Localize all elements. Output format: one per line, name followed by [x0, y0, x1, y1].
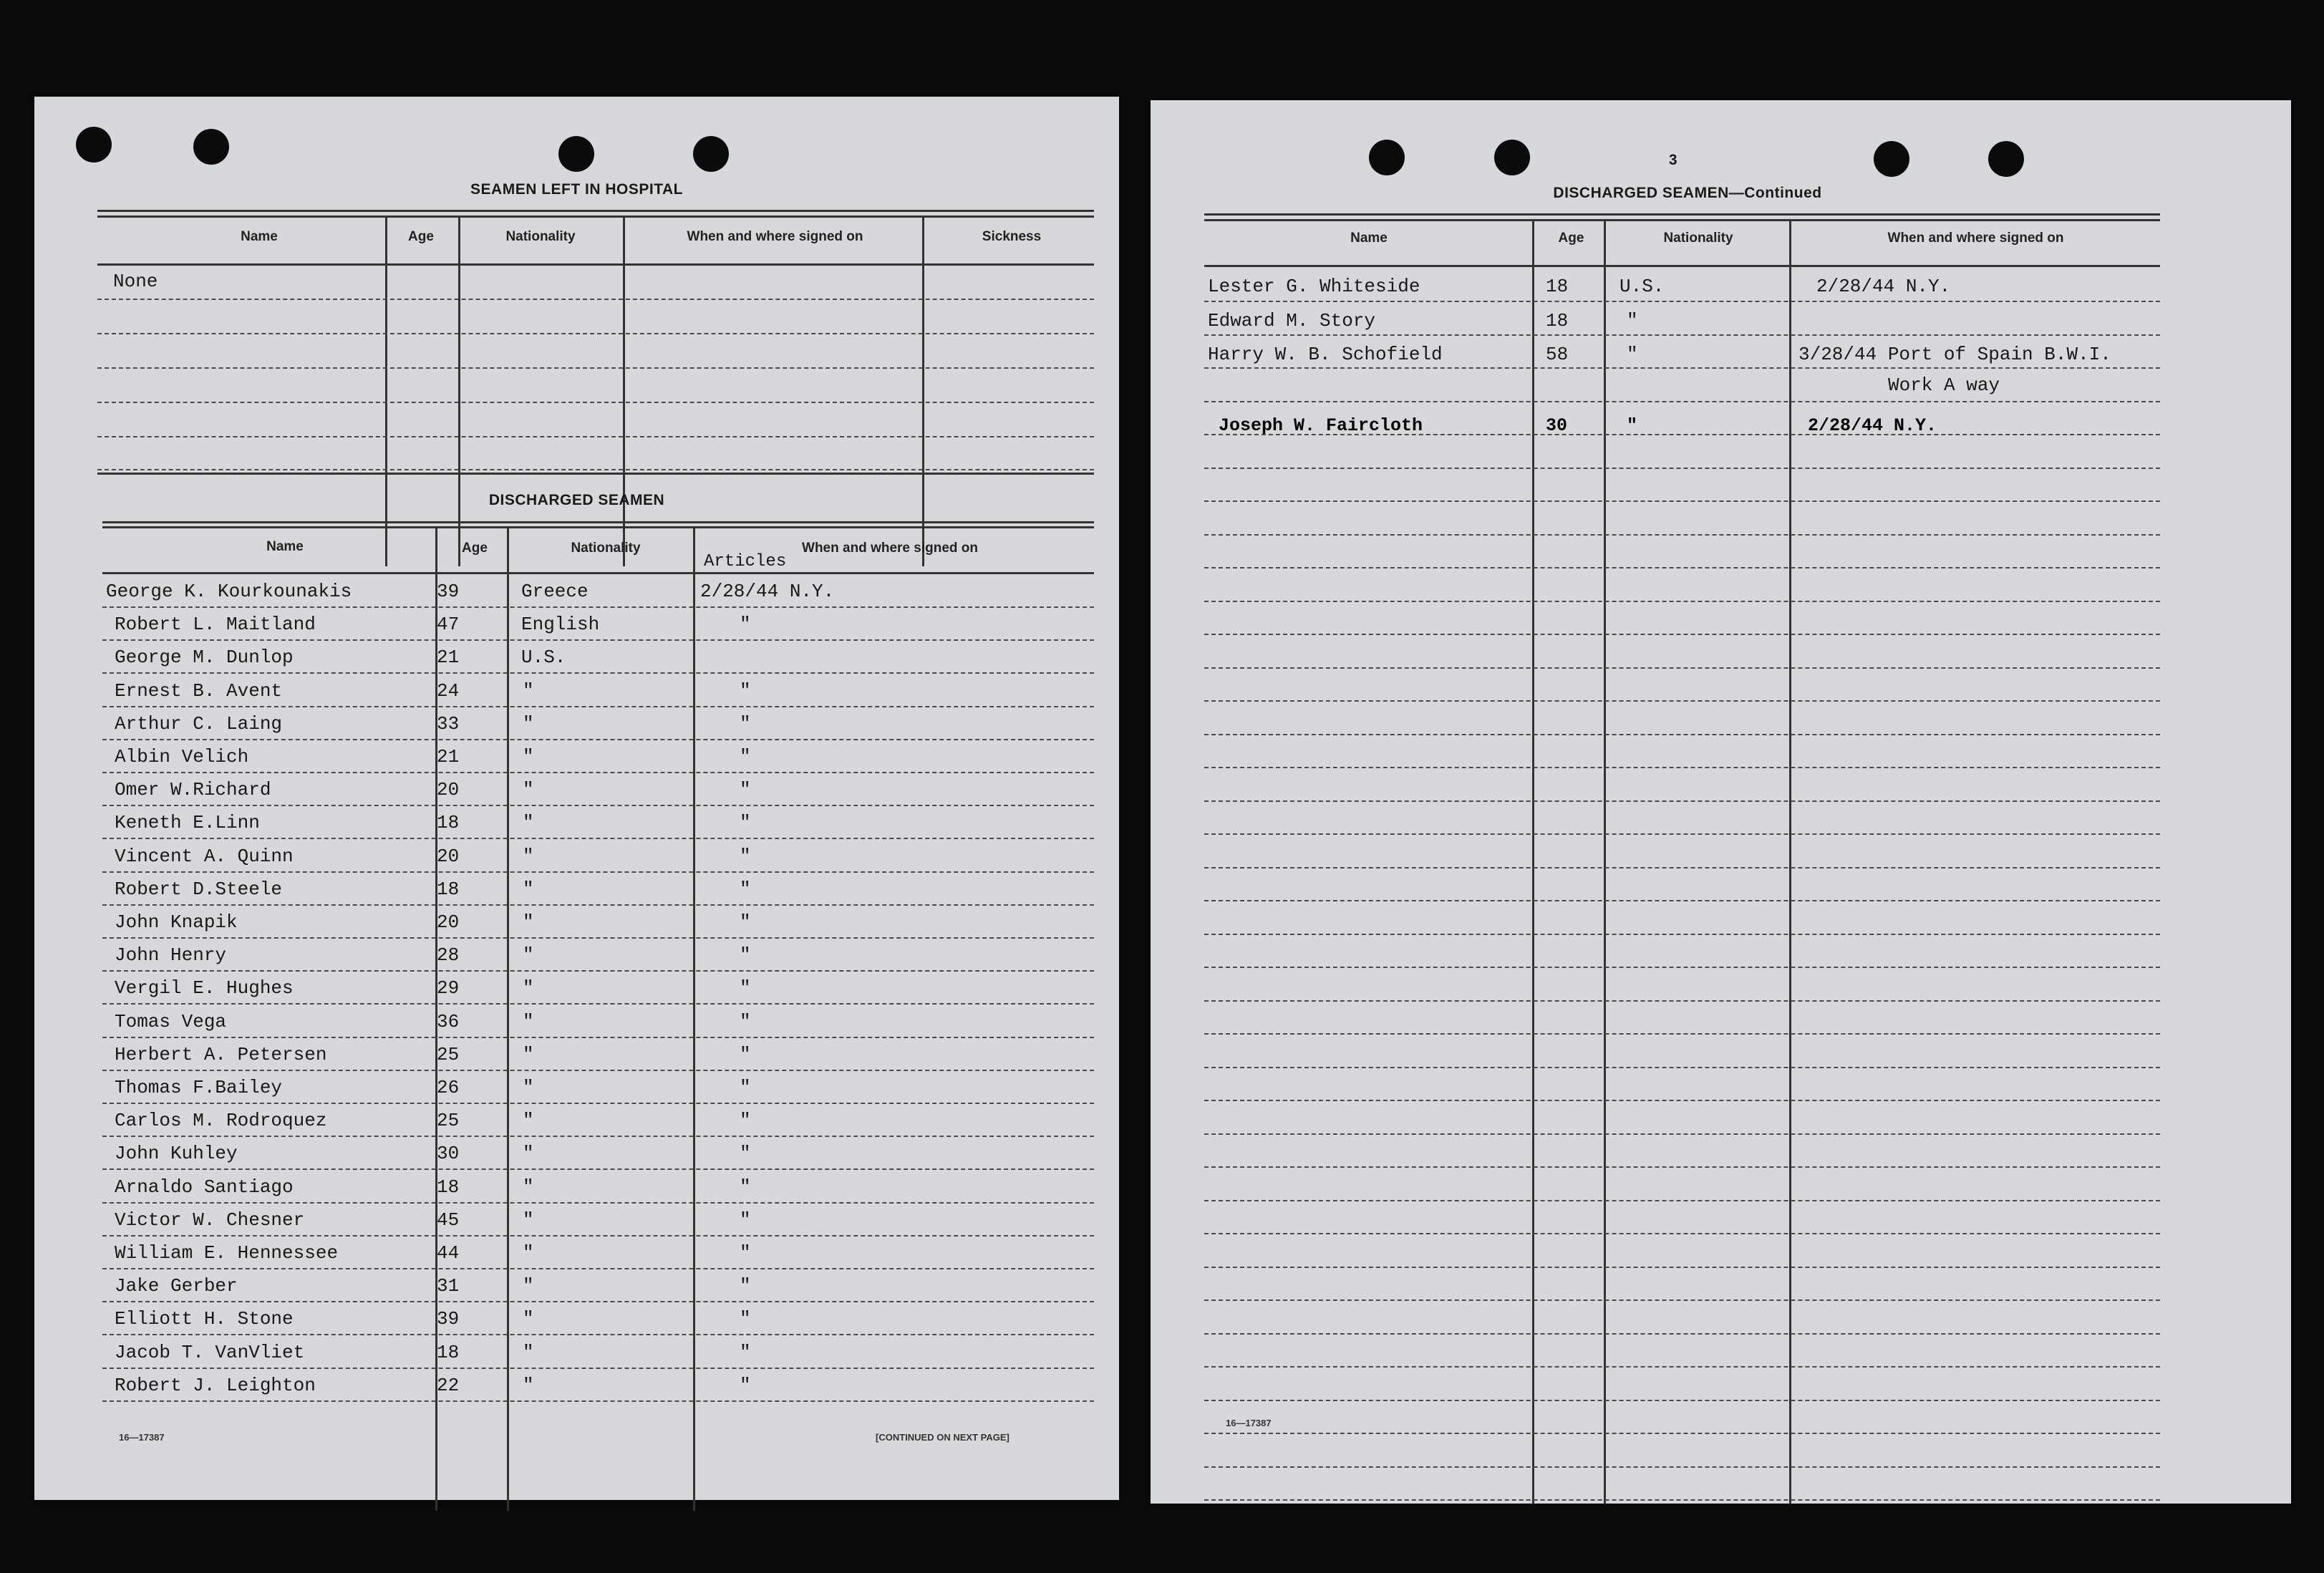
- right-row-name: Edward M. Story: [1208, 310, 1376, 331]
- row-rule: [102, 1235, 1094, 1236]
- row-rule: [1204, 1233, 2160, 1234]
- row-rule: [1204, 1100, 2160, 1101]
- column-rule: [385, 216, 387, 566]
- table-rule: [97, 473, 1094, 475]
- row-rule: [1204, 1366, 2160, 1368]
- punch-hole: [1988, 141, 2024, 177]
- page-number: 3: [1668, 152, 1678, 168]
- row-rule: [102, 1136, 1094, 1137]
- row-rule: [102, 1037, 1094, 1038]
- form-number: 16—17387: [119, 1432, 165, 1443]
- hospital-header-sickness: Sickness: [982, 229, 1042, 244]
- discharged-row-signed: ": [740, 1044, 751, 1065]
- discharged-row-name: Jacob T. VanVliet: [115, 1342, 305, 1363]
- right-row-signed-cont: Work A way: [1888, 374, 2000, 396]
- column-rule: [1789, 219, 1791, 1504]
- row-rule: [1204, 734, 2160, 735]
- continued-note: [CONTINUED ON NEXT PAGE]: [876, 1432, 1010, 1443]
- discharged-row-age: 25: [437, 1044, 460, 1065]
- row-rule: [102, 772, 1094, 773]
- row-rule: [1204, 1067, 2160, 1068]
- row-rule: [1204, 634, 2160, 635]
- discharged-row-name: Keneth E.Linn: [115, 812, 260, 833]
- row-rule: [1204, 667, 2160, 669]
- right-row-name: Lester G. Whiteside: [1208, 276, 1420, 297]
- row-rule: [1204, 934, 2160, 935]
- row-rule: [1204, 800, 2160, 802]
- row-rule: [102, 937, 1094, 939]
- table-rule: [97, 210, 1094, 212]
- row-rule: [1204, 700, 2160, 702]
- discharged-row-name: Robert L. Maitland: [115, 614, 316, 635]
- discharged-row-name: George M. Dunlop: [115, 647, 294, 668]
- row-rule: [102, 1268, 1094, 1269]
- discharged-row-age: 18: [437, 1342, 460, 1363]
- discharged-continued-title: DISCHARGED SEAMEN—Continued: [1553, 185, 1822, 201]
- discharged-row-name: Ernest B. Avent: [115, 680, 283, 702]
- row-rule: [1204, 1033, 2160, 1035]
- column-rule: [507, 526, 509, 1511]
- row-rule: [1204, 967, 2160, 968]
- discharged-row-name: Vergil E. Hughes: [115, 977, 294, 999]
- column-rule: [693, 526, 695, 1511]
- discharged-row-nationality: ": [523, 713, 534, 735]
- discharged-row-age: 22: [437, 1375, 460, 1396]
- column-rule: [623, 216, 625, 566]
- discharged-row-signed: ": [740, 812, 751, 833]
- discharged-row-name: Herbert A. Petersen: [115, 1044, 327, 1065]
- discharged-row-age: 20: [437, 911, 460, 933]
- column-rule: [922, 216, 924, 566]
- row-rule: [1204, 500, 2160, 502]
- discharged-row-age: 44: [437, 1242, 460, 1264]
- discharged-row-name: John Knapik: [115, 911, 238, 933]
- row-rule: [102, 1301, 1094, 1302]
- discharged-header-nationality: Nationality: [571, 541, 641, 556]
- punch-hole: [1494, 140, 1530, 175]
- row-rule: [1204, 1200, 2160, 1201]
- row-rule: [1204, 1400, 2160, 1401]
- right-header-signed: When and where signed on: [1887, 231, 2064, 246]
- discharged-row-age: 21: [437, 746, 460, 768]
- row-rule: [1204, 1166, 2160, 1168]
- discharged-row-nationality: ": [523, 1209, 534, 1231]
- right-row-nationality: ": [1627, 415, 1638, 436]
- discharged-header-signed: When and where signed on: [802, 541, 978, 556]
- discharged-row-signed: ": [740, 1275, 751, 1297]
- discharged-row-nationality: Greece: [521, 581, 589, 602]
- discharged-row-nationality: ": [523, 879, 534, 900]
- column-rule: [1604, 219, 1606, 1504]
- discharged-row-name: Carlos M. Rodroquez: [115, 1110, 327, 1131]
- right-row-signed: 2/28/44 N.Y.: [1816, 276, 1951, 297]
- discharged-row-name: Omer W.Richard: [115, 779, 271, 800]
- hospital-header-age: Age: [408, 229, 434, 244]
- punch-hole: [1874, 141, 1909, 177]
- discharged-row-nationality: ": [523, 779, 534, 800]
- discharged-row-signed: 2/28/44 N.Y.: [700, 581, 835, 602]
- discharged-row-signed: ": [740, 1375, 751, 1396]
- row-rule: [1204, 833, 2160, 835]
- discharged-row-nationality: ": [523, 1308, 534, 1330]
- discharged-row-age: 47: [437, 614, 460, 635]
- discharged-row-name: Tomas Vega: [115, 1011, 227, 1032]
- discharged-row-signed: ": [740, 1143, 751, 1164]
- row-rule: [97, 367, 1094, 369]
- discharged-row-age: 45: [437, 1209, 460, 1231]
- discharged-row-name: Robert J. Leighton: [115, 1375, 316, 1396]
- discharged-row-signed: ": [740, 944, 751, 966]
- discharged-row-age: 25: [437, 1110, 460, 1131]
- right-row-name: Joseph W. Faircloth: [1219, 415, 1423, 436]
- row-rule: [102, 805, 1094, 806]
- column-rule: [458, 216, 460, 566]
- right-row-age: 18: [1546, 310, 1569, 331]
- punch-hole: [558, 136, 594, 172]
- row-rule: [1204, 601, 2160, 602]
- discharged-row-nationality: ": [523, 911, 534, 933]
- discharged-row-nationality: ": [523, 746, 534, 768]
- punch-hole: [193, 129, 229, 165]
- articles-note: Articles: [704, 552, 787, 571]
- discharged-row-signed: ": [740, 1308, 751, 1330]
- discharged-row-nationality: ": [523, 1242, 534, 1264]
- discharged-row-nationality: ": [523, 1110, 534, 1131]
- right-row-signed: 3/28/44 Port of Spain B.W.I.: [1798, 344, 2111, 365]
- discharged-row-nationality: ": [523, 1176, 534, 1198]
- discharged-row-name: Vincent A. Quinn: [115, 846, 294, 867]
- row-rule: [97, 469, 1094, 470]
- discharged-row-signed: ": [740, 1242, 751, 1264]
- discharged-row-signed: ": [740, 746, 751, 768]
- row-rule: [1204, 534, 2160, 536]
- right-header-nationality: Nationality: [1663, 231, 1733, 246]
- row-rule: [102, 1368, 1094, 1369]
- right-header-name: Name: [1350, 231, 1388, 246]
- discharged-row-name: William E. Hennessee: [115, 1242, 339, 1264]
- table-rule: [102, 526, 1094, 528]
- discharged-row-nationality: ": [523, 1143, 534, 1164]
- discharged-row-signed: ": [740, 680, 751, 702]
- discharged-row-signed: ": [740, 1110, 751, 1131]
- discharged-row-signed: ": [740, 879, 751, 900]
- row-rule: [1204, 1466, 2160, 1468]
- discharged-row-signed: ": [740, 977, 751, 999]
- discharged-row-age: 18: [437, 879, 460, 900]
- right-row-nationality: ": [1627, 344, 1638, 365]
- discharged-row-signed: ": [740, 713, 751, 735]
- row-rule: [1204, 367, 2160, 369]
- row-rule: [102, 739, 1094, 740]
- discharged-row-nationality: ": [523, 977, 534, 999]
- row-rule: [97, 436, 1094, 437]
- punch-hole: [76, 127, 112, 163]
- row-rule: [1204, 468, 2160, 469]
- row-rule: [102, 1003, 1094, 1005]
- discharged-row-name: Thomas F.Bailey: [115, 1077, 283, 1098]
- row-rule: [97, 299, 1094, 300]
- hospital-title: SEAMEN LEFT IN HOSPITAL: [470, 181, 683, 198]
- table-rule: [97, 263, 1094, 266]
- table-rule: [102, 572, 1094, 574]
- discharged-row-nationality: ": [523, 1342, 534, 1363]
- table-rule: [1204, 265, 2160, 267]
- discharged-row-signed: ": [740, 1077, 751, 1098]
- discharged-header-age: Age: [462, 541, 488, 556]
- discharged-row-nationality: ": [523, 846, 534, 867]
- right-page: [1151, 100, 2291, 1504]
- row-rule: [1204, 1133, 2160, 1135]
- discharged-row-nationality: English: [521, 614, 600, 635]
- table-rule: [102, 521, 1094, 523]
- punch-hole: [1369, 140, 1405, 175]
- right-row-age: 18: [1546, 276, 1569, 297]
- row-rule: [1204, 1000, 2160, 1002]
- right-row-name: Harry W. B. Schofield: [1208, 344, 1443, 365]
- right-row-signed: 2/28/44 N.Y.: [1808, 415, 1937, 436]
- right-row-age: 58: [1546, 344, 1569, 365]
- row-rule: [1204, 1299, 2160, 1301]
- discharged-row-age: 26: [437, 1077, 460, 1098]
- discharged-header-name: Name: [266, 539, 304, 554]
- discharged-row-age: 21: [437, 647, 460, 668]
- discharged-row-age: 28: [437, 944, 460, 966]
- hospital-header-signed: When and where signed on: [687, 229, 863, 244]
- discharged-row-age: 31: [437, 1275, 460, 1297]
- right-header-age: Age: [1558, 231, 1584, 246]
- discharged-row-signed: ": [740, 1209, 751, 1231]
- row-rule: [102, 1070, 1094, 1071]
- discharged-row-age: 29: [437, 977, 460, 999]
- discharged-row-nationality: ": [523, 1077, 534, 1098]
- row-rule: [102, 1202, 1094, 1204]
- discharged-row-name: Elliott H. Stone: [115, 1308, 294, 1330]
- discharged-row-name: John Kuhley: [115, 1143, 238, 1164]
- discharged-row-nationality: ": [523, 1275, 534, 1297]
- discharged-row-age: 30: [437, 1143, 460, 1164]
- row-rule: [1204, 301, 2160, 302]
- row-rule: [102, 904, 1094, 906]
- row-rule: [1204, 567, 2160, 568]
- discharged-row-signed: ": [740, 1176, 751, 1198]
- discharged-row-age: 18: [437, 1176, 460, 1198]
- row-rule: [1204, 401, 2160, 402]
- row-rule: [102, 1103, 1094, 1104]
- discharged-row-age: 18: [437, 812, 460, 833]
- discharged-row-name: Arnaldo Santiago: [115, 1176, 294, 1198]
- discharged-row-name: Robert D.Steele: [115, 879, 283, 900]
- discharged-row-age: 20: [437, 846, 460, 867]
- table-rule: [97, 216, 1094, 218]
- hospital-value: None: [113, 271, 158, 292]
- row-rule: [1204, 1499, 2160, 1501]
- discharged-title: DISCHARGED SEAMEN: [488, 492, 665, 508]
- table-rule: [1204, 213, 2160, 216]
- discharged-row-nationality: U.S.: [521, 647, 566, 668]
- hospital-header-name: Name: [241, 229, 278, 244]
- discharged-row-age: 39: [437, 1308, 460, 1330]
- discharged-row-nationality: ": [523, 812, 534, 833]
- discharged-row-name: George K. Kourkounakis: [106, 581, 352, 602]
- discharged-row-signed: ": [740, 1342, 751, 1363]
- discharged-row-age: 24: [437, 680, 460, 702]
- row-rule: [102, 672, 1094, 674]
- row-rule: [1204, 1433, 2160, 1434]
- discharged-row-signed: ": [740, 614, 751, 635]
- row-rule: [102, 706, 1094, 707]
- discharged-row-nationality: ": [523, 680, 534, 702]
- row-rule: [97, 333, 1094, 334]
- discharged-row-signed: ": [740, 1011, 751, 1032]
- discharged-row-age: 20: [437, 779, 460, 800]
- right-row-nationality: ": [1627, 310, 1638, 331]
- discharged-row-nationality: ": [523, 1044, 534, 1065]
- hospital-header-nationality: Nationality: [505, 229, 576, 244]
- discharged-row-age: 39: [437, 581, 460, 602]
- row-rule: [102, 970, 1094, 972]
- row-rule: [102, 1334, 1094, 1335]
- discharged-row-name: Arthur C. Laing: [115, 713, 283, 735]
- discharged-row-age: 36: [437, 1011, 460, 1032]
- row-rule: [1204, 900, 2160, 901]
- discharged-row-age: 33: [437, 713, 460, 735]
- right-row-nationality: U.S.: [1619, 276, 1665, 297]
- row-rule: [1204, 767, 2160, 768]
- row-rule: [1204, 1333, 2160, 1335]
- discharged-row-name: John Henry: [115, 944, 227, 966]
- row-rule: [102, 639, 1094, 641]
- column-rule: [1532, 219, 1534, 1504]
- row-rule: [1204, 867, 2160, 868]
- row-rule: [102, 606, 1094, 608]
- table-rule: [1204, 219, 2160, 221]
- row-rule: [97, 402, 1094, 403]
- form-number: 16—17387: [1226, 1418, 1272, 1428]
- discharged-row-name: Jake Gerber: [115, 1275, 238, 1297]
- discharged-row-name: Albin Velich: [115, 746, 249, 768]
- row-rule: [1204, 334, 2160, 336]
- discharged-row-signed: ": [740, 779, 751, 800]
- discharged-row-nationality: ": [523, 1375, 534, 1396]
- right-row-age: 30: [1546, 415, 1568, 436]
- discharged-row-name: Victor W. Chesner: [115, 1209, 305, 1231]
- discharged-row-nationality: ": [523, 1011, 534, 1032]
- discharged-row-signed: ": [740, 911, 751, 933]
- discharged-row-nationality: ": [523, 944, 534, 966]
- row-rule: [102, 838, 1094, 839]
- row-rule: [102, 871, 1094, 873]
- left-page: [34, 97, 1119, 1500]
- discharged-row-signed: ": [740, 846, 751, 867]
- punch-hole: [693, 136, 729, 172]
- row-rule: [102, 1168, 1094, 1170]
- row-rule: [102, 1400, 1094, 1402]
- row-rule: [1204, 1267, 2160, 1268]
